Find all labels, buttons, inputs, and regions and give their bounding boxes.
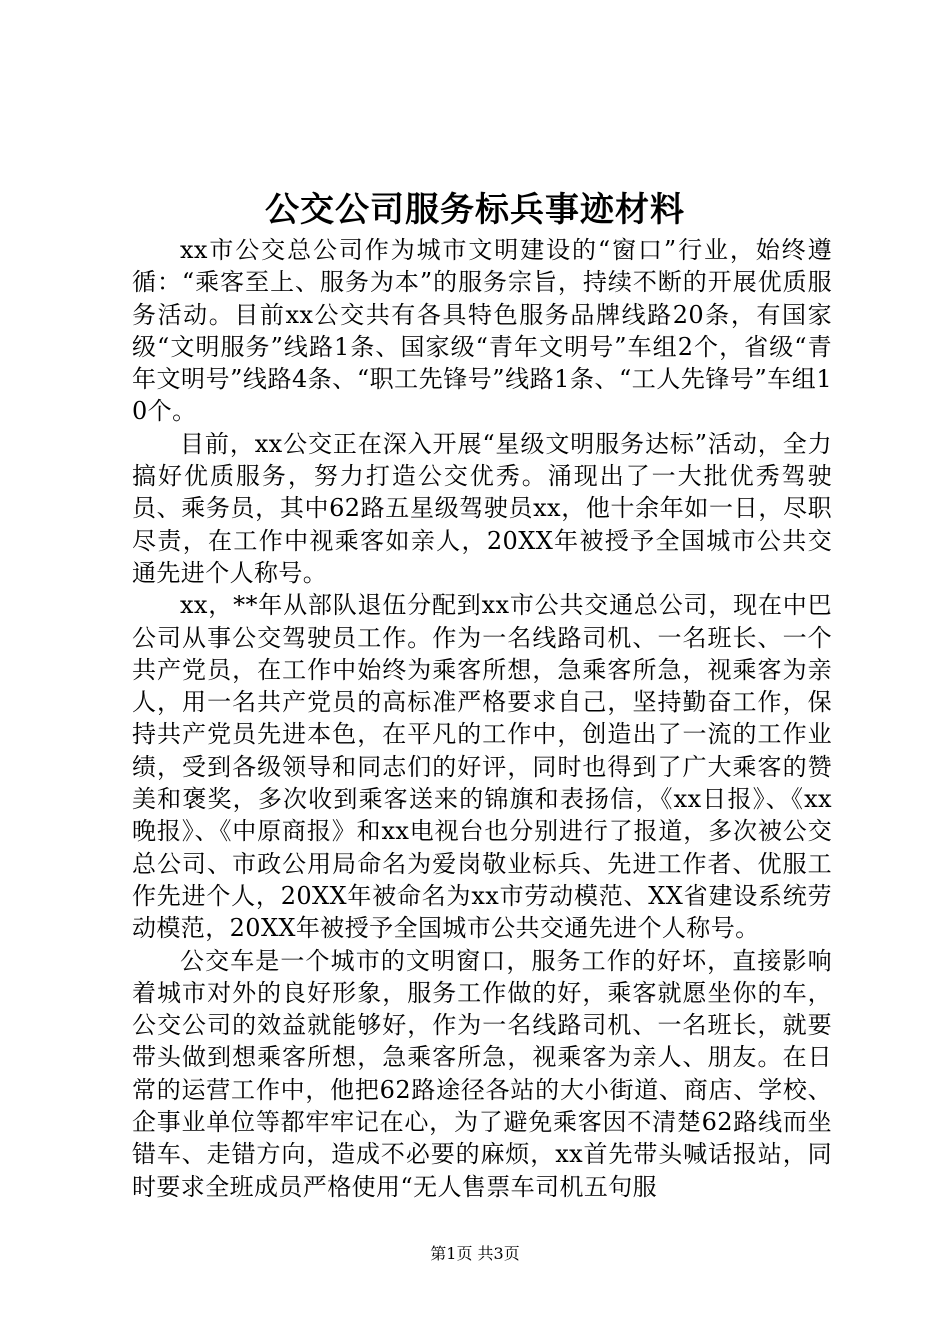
paragraph: 目前，xx公交正在深入开展“星级文明服务达标”活动，全力搞好优质服务，努力打造公交优秀。涌现出了一大批优秀驾驶员、乘务员，其中62路五星级驾驶员xx，他十余年如一日，尽职尽责，在工作中视乘客如亲人，20XX年被授予全国城市公共交通先进个人称号。 xyxy=(132,429,832,587)
paragraph: xx市公交总公司作为城市文明建设的“窗口”行业，始终遵循：“乘客至上、服务为本”的服务宗旨，持续不断的开展优质服务活动。目前xx公交共有各具特色服务品牌线路20条，有国家级“文明服务”线路1条、国家级“青年文明号”车组2个，省级“青年文明号”线路4条、“职工先锋号”线路1条、“工人先锋号”车组10个。 xyxy=(132,236,832,426)
paragraph: xx，**年从部队退伍分配到xx市公共交通总公司，现在中巴公司从事公交驾驶员工作。作为一名线路司机、一名班长、一个共产党员，在工作中始终为乘客所想，急乘客所急，视乘客为亲人，用一名共产党员的高标准严格要求自己，坚持勤奋工作，保持共产党员先进本色，在平凡的工作中，创造出了一流的工作业绩，受到各级领导和同志们的好评，同时也得到了广大乘客的赞美和褒奖，多次收到乘客送来的锦旗和表扬信，《xx日报》、《xx晚报》、《中原商报》和xx电视台也分别进行了报道，多次被公交总公司、市政公用局命名为爱岗敬业标兵、先进工作者、优服工作先进个人，20XX年被命名为xx市劳动模范、XX省建设系统劳动模范，20XX年被授予全国城市公共交通先进个人称号。 xyxy=(132,591,832,943)
document-body xyxy=(132,234,832,1203)
page-number-footer: 第1页 共3页 xyxy=(430,1244,520,1263)
paragraph: 公交车是一个城市的文明窗口，服务工作的好坏，直接影响着城市对外的良好形象，服务工作做的好，乘客就愿坐你的车，公交公司的效益就能够好，作为一名线路司机、一名班长，就要带头做到想乘客所想，急乘客所急，视乘客为亲人、朋友。在日常的运营工作中，他把62路途径各站的大小街道、商店、学校、企事业单位等都牢牢记在心，为了避免乘客因不清楚62路线而坐错车、走错方向，造成不必要的麻烦，xx首先带头喊话报站，同时要求全班成员严格使用“无人售票车司机五句服 xyxy=(132,946,832,1201)
document-title: 公交公司服务标兵事迹材料 xyxy=(265,190,685,230)
